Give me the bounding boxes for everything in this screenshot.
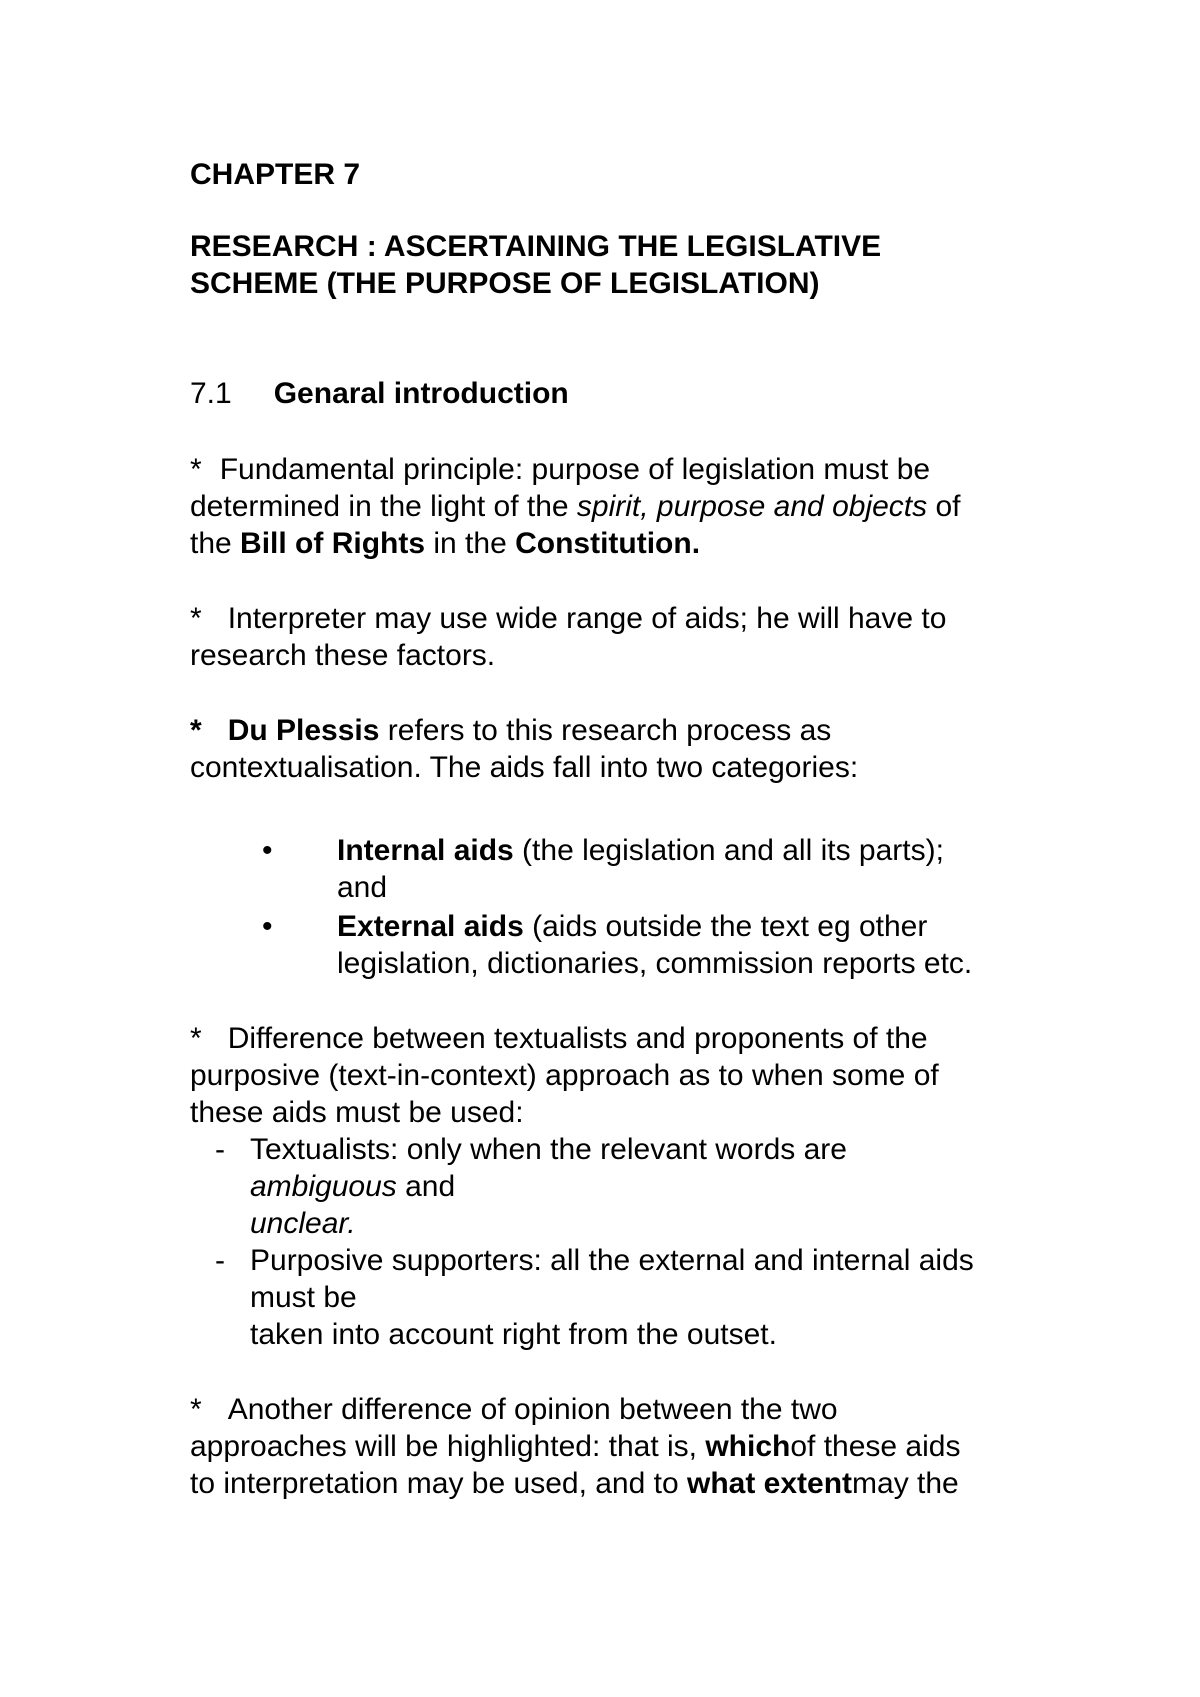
bullet-2-marker: • bbox=[262, 910, 273, 943]
para5-line-2: approaches will be highlighted: that is, whichof these aids bbox=[190, 1430, 961, 1463]
para2-star: * bbox=[190, 602, 202, 635]
para5-line-3: to interpretation may be used, and to what extentmay the bbox=[190, 1467, 959, 1500]
bullet-2-line-1: External aids (aids outside the text eg other bbox=[337, 910, 928, 943]
dash-2-marker: - bbox=[215, 1244, 225, 1277]
chapter-title-line-1: RESEARCH : ASCERTAINING THE LEGISLATIVE bbox=[190, 230, 882, 263]
dash-1-line-1: Textualists: only when the relevant words are bbox=[250, 1133, 847, 1166]
para2-line-1: * Interpreter may use wide range of aids; he will have to bbox=[190, 602, 947, 635]
bullet-1-line-2: and bbox=[337, 871, 388, 904]
dash-1-line-3: unclear. bbox=[250, 1207, 356, 1240]
section-title: Genaral introduction bbox=[273, 377, 569, 410]
para3-line-2: contextualisation. The aids fall into two categories: bbox=[190, 751, 859, 784]
bullet-1-marker: • bbox=[262, 834, 273, 867]
dash-2-line-1: Purposive supporters: all the external and internal aids bbox=[250, 1244, 974, 1277]
para2-line-2: research these factors. bbox=[190, 639, 496, 672]
para4-line-3: these aids must be used: bbox=[190, 1096, 524, 1129]
para4-line-1: * Difference between textualists and proponents of the bbox=[190, 1022, 928, 1055]
section-heading bbox=[190, 375, 569, 413]
para1-line-1: * Fundamental principle: purpose of legislation must be bbox=[190, 453, 931, 486]
para5-star: * bbox=[190, 1393, 202, 1426]
dash-2-line-2: must be bbox=[250, 1281, 357, 1314]
para3-star: * bbox=[190, 714, 202, 747]
section-number: 7.1 bbox=[190, 377, 232, 410]
para1-star: * bbox=[190, 453, 202, 486]
para4-star: * bbox=[190, 1022, 202, 1055]
chapter-title-line-2: SCHEME (THE PURPOSE OF LEGISLATION) bbox=[190, 267, 820, 300]
para4-line-2: purposive (text-in-context) approach as to when some of bbox=[190, 1059, 939, 1092]
para5-line-1: * Another difference of opinion between the two bbox=[190, 1393, 838, 1426]
dash-1-line-2: ambiguous and bbox=[250, 1170, 456, 1203]
bullet-2-line-2: legislation, dictionaries, commission reports etc. bbox=[337, 947, 973, 980]
para1-line-3: the Bill of Rights in the Constitution. bbox=[190, 527, 701, 560]
dash-2-line-3: taken into account right from the outset. bbox=[250, 1318, 777, 1351]
dash-1-marker: - bbox=[215, 1133, 225, 1166]
para1-line-2: determined in the light of the spirit, purpose and objects of bbox=[190, 490, 961, 523]
chapter-label: CHAPTER 7 bbox=[190, 158, 361, 191]
para3-line-1: * Du Plessis refers to this research process as bbox=[190, 714, 832, 747]
bullet-1-line-1: Internal aids (the legislation and all its parts); bbox=[337, 834, 944, 867]
